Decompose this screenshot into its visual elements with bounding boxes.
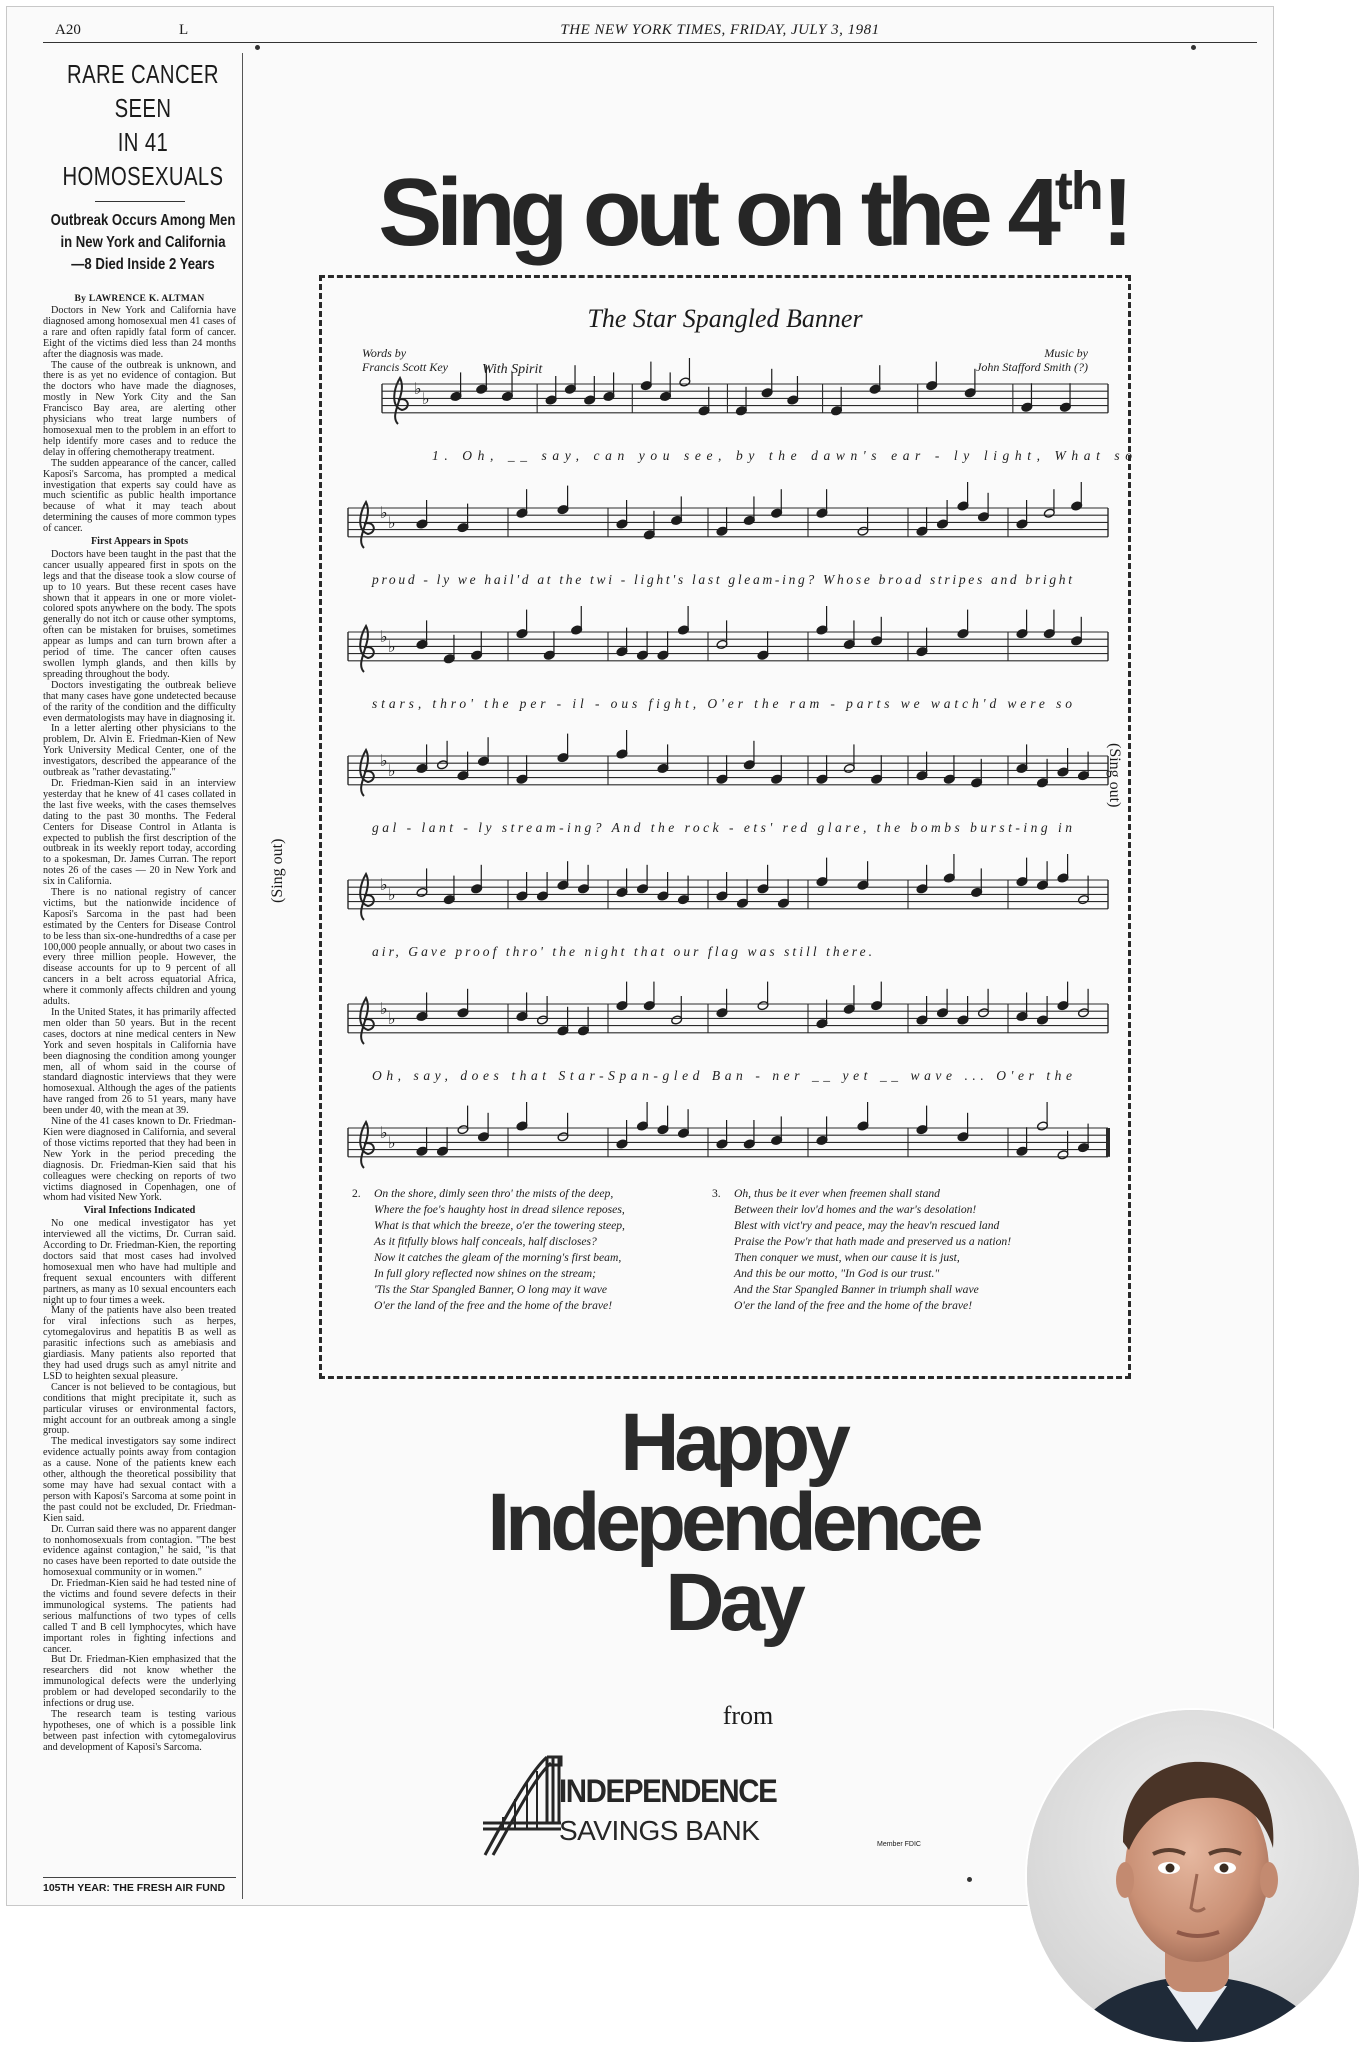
credit-line: Francis Scott Key [362, 360, 448, 374]
lyric-line: gal - lant - ly stream-ing? And the rock - ets' red glare, the bombs burst-ing in [372, 820, 1072, 835]
verse-line: Oh, thus be it ever when freemen shall stand [734, 1187, 940, 1200]
verse-line: On the shore, dimly seen thro' the mists of the deep, [374, 1187, 614, 1200]
subhead-line: Outbreak Occurs Among Men [50, 212, 236, 229]
article-paragraph: Dr. Friedman-Kien said in an interview yesterday that he knew of 41 cases collated in the last five weeks, with the cases themselves dating to the past 30 months. The Federal Centers for Disease Control in Atlanta is expected to publish the first description of the outbreak in its weekly report today, according to a spokesman, Dr. James Curran. The report notes 26 of the cases — 20 in New York and six in California. [43, 777, 236, 888]
flat-icon: ♭ [388, 1011, 396, 1028]
sing-out-side-label-right: (Sing out) [1106, 743, 1123, 808]
verse-line: What is that which the breeze, o'er the towering steep, [374, 1219, 625, 1232]
ad-headline-exclamation: ! [1101, 159, 1128, 266]
section-subhead: Viral Infections Indicated [83, 1205, 196, 1217]
independence-day-advertisement [243, 43, 1273, 1903]
flat-icon: ♭ [380, 753, 388, 770]
article-paragraph: No one medical investigator has yet interviewed all the victims, Dr. Curran said. According to Dr. Friedman-Kien, the reporting doctors said that most cases had involved homosexual men who have had multiple and frequent sexual encounters with different partners, as many as 10 sexual encounters each night up to four times a week. [43, 1218, 236, 1306]
edition-mark: L [179, 22, 189, 38]
fresh-air-fund-strip: 105TH YEAR: THE FRESH AIR FUND [43, 1877, 236, 1899]
verse-line: And this be our motto, "In God is our trust." [734, 1267, 940, 1280]
lyric-line: stars, thro' the per - il - ous fight, O'er the ram - parts we watch'd were so [372, 696, 1072, 711]
verse-line: Where the foe's haughty host in dread silence reposes, [374, 1203, 625, 1216]
credit-line: Words by [362, 346, 407, 360]
from-label: from [722, 1701, 774, 1730]
lyric-line: Oh, say, does that Star-Span-gled Ban - ner __ yet __ wave ... O'er the [372, 1068, 1072, 1083]
verse-line: 'Tis the Star Spangled Banner, O long may it wave [374, 1283, 608, 1296]
article-subhead [45, 210, 242, 276]
ad-headline-text: Sing out on the 4 [378, 159, 1055, 266]
bank-name-subline: SAVINGS BANK [559, 1815, 760, 1846]
treble-clef-icon [360, 998, 374, 1044]
article-paragraph: Doctors have been taught in the past that the cancer usually appeared first in spots on the legs and that the disease took a slow course of up to 10 years. But these recent cases have shown that it appears in one or more violet-colored spots anywhere on the body. The spots generally do not itch or cause other symptoms, often can be mistaken for bruises, sometimes appear as lumps and can turn brown after a period of time. The cancer often causes swollen lymph glands, and then kills by spreading throughout the body. [43, 548, 236, 680]
treble-clef-icon [360, 626, 374, 672]
article-paragraph: The sudden appearance of the cancer, called Kaposi's Sarcoma, has prompted a medical investigation that experts say could have as much scientific as public health importance because of what it may teach about determining the causes of more common types of cancer. [43, 457, 236, 535]
headline-rule [95, 201, 185, 202]
flat-icon: ♭ [388, 887, 396, 904]
flat-icon: ♭ [388, 639, 396, 656]
flat-icon: ♭ [414, 381, 422, 398]
subhead-line: in New York and California [60, 234, 226, 251]
article-paragraph: Dr. Curran said there was no apparent danger to nonhomosexuals from contagion. "The best evidence against contagion," he said, "is that no cases have been reported to date outside the homosexual community or in women." [43, 1523, 236, 1579]
staff-system [348, 1102, 1108, 1168]
flat-icon: ♭ [380, 629, 388, 646]
staff-system [348, 482, 1108, 548]
article-paragraph: In the United States, it has primarily affected men older than 50 years. But in the recent cases, doctors at nine medical centers in New York and seven hospitals in California have been diagnosing the condition among younger men, all of whom said in the course of standard diagnostic interviews that they were homosexual. Although the ages of the patients have ranged from 26 to 51 years, many have been under 40, with the mean at 39. [43, 1007, 236, 1117]
headline-line: IN 41 HOMOSEXUALS [62, 127, 224, 191]
staff-system [348, 854, 1108, 920]
verse-number: 3. [712, 1187, 721, 1200]
treble-clef-icon [360, 750, 374, 796]
article-paragraph: The medical investigators say some indirect evidence actually points away from contagion as a cause. None of the patients knew each other, although the theoretical possibility that some may have had sexual contact with a person with Kaposi's Sarcoma at some point in the past could not be excluded, Dr. Friedman-Kien said. [43, 1436, 236, 1524]
treble-clef-icon [360, 874, 374, 920]
slogan-line: Day [665, 1557, 801, 1648]
article-paragraph: Doctors in New York and California have diagnosed among homosexual men 41 cases of a rare and often rapidly fatal form of cancer. Eight of the victims died less than 24 months after the diagnosis was made. [43, 305, 236, 360]
article-paragraph: But Dr. Friedman-Kien emphasized that the researchers did not know whether the immunological defects were the underlying problem or had developed secondarily to the infections or drug use. [43, 1654, 236, 1710]
article-body [43, 306, 236, 1754]
article-paragraph: Doctors investigating the outbreak believe that many cases have gone undetected because of the rarity of the condition and the difficulty even dermatologists may have in diagnosing it. [43, 679, 236, 724]
verse-line: O'er the land of the free and the home of the brave! [734, 1299, 973, 1312]
ad-headline [303, 141, 1203, 266]
verse-line: As it fitfully blows half conceals, half discloses? [374, 1235, 597, 1248]
tempo-marking: With Spirit [482, 362, 543, 377]
credit-line: Music by [1044, 346, 1088, 360]
page-header [43, 19, 1257, 43]
flat-icon: ♭ [388, 1135, 396, 1152]
flat-icon: ♭ [380, 1001, 388, 1018]
flat-icon: ♭ [388, 763, 396, 780]
article-paragraph: Dr. Friedman-Kien said he had tested nine of the victims and found severe defects in their immunological systems. The patients had serious malfunctions of two types of cells called T and B cell lymphocytes, which have important roles in fighting infections and cancer. [43, 1578, 236, 1655]
article-paragraph: Many of the patients have also been treated for viral infections such as herpes, cytomegalovirus and hepatitis B as well as parasitic infections such as amebiasis and giardiasis. Many patients also reported that they had used drugs such as amyl nitrite and LSD to heighten sexual pleasure. [43, 1305, 236, 1382]
verse-line: In full glory reflected now shines on the stream; [374, 1267, 596, 1280]
verse-line: Praise the Pow'r that hath made and preserved us a nation! [734, 1235, 1012, 1248]
flat-icon: ♭ [422, 391, 430, 408]
song-title: The Star Spangled Banner [587, 304, 863, 333]
portrait-illustration [1027, 1710, 1361, 2044]
article-paragraph: Cancer is not believed to be contagious, but conditions that might precipitate it, such as particular viruses or environmental factors, might account for an outbreak among a single group. [43, 1381, 236, 1437]
staff-system [348, 606, 1108, 672]
news-article [43, 53, 243, 1899]
author-portrait-photo [1025, 1708, 1361, 2044]
article-paragraph: The research team is testing various hypotheses, one of which is a possible link between past infection with cytomegalovirus and development of Kaposi's Sarcoma. [43, 1709, 236, 1753]
article-byline: By LAWRENCE K. ALTMAN [74, 294, 205, 304]
music-staves [322, 278, 1134, 1178]
article-paragraph: There is no national registry of cancer victims, but the nationwide incidence of Kaposi's Sarcoma in the past had been estimated by the Centers for Disease Control to be less than six-one-hundredths of a case per 100,000 people annually, or about two cases in every three million people. However, the disease accounts for up to 9 percent of all cancers in a belt across equatorial Africa, where it commonly affects children and young adults. [43, 887, 236, 1008]
slogan-line: Happy [620, 1397, 846, 1488]
masthead-dateline: THE NEW YORK TIMES, FRIDAY, JULY 3, 1981 [560, 22, 880, 38]
flat-icon: ♭ [380, 1125, 388, 1142]
ad-headline-superscript: th [1054, 161, 1102, 221]
staff-system [348, 730, 1108, 796]
fdic-member-note: Member FDIC [877, 1841, 921, 1848]
bank-name: INDEPENDENCE [559, 1773, 777, 1809]
verse-line: Blest with vict'ry and peace, may the heav'n rescued land [734, 1219, 1000, 1232]
verse-line: And the Star Spangled Banner in triumph shall wave [734, 1283, 979, 1296]
verse-three [712, 1186, 1064, 1314]
article-paragraph: In a letter alerting other physicians to the problem, Dr. Alvin E. Friedman-Kien of New York University Medical Center, one of the investigators, described the appearance of the outbreak as "rather devastating." [43, 723, 236, 779]
additional-verses [352, 1186, 1112, 1336]
treble-clef-icon [394, 378, 408, 424]
credit-line: John Stafford Smith (?) [976, 360, 1088, 374]
article-paragraph: The cause of the outbreak is unknown, and there is as yet no evidence of contagion. But the doctors who have made the diagnoses, mostly in New York City and the San Francisco Bay area, are alerting other physicians who treat large numbers of homosexual men to the problem in an effort to help identify more cases and to reduce the delay in offering chemotherapy treatment. [43, 359, 236, 458]
section-subhead: First Appears in Spots [90, 536, 189, 548]
staff-system [348, 982, 1108, 1044]
flat-icon: ♭ [380, 877, 388, 894]
page-number: A20 [55, 22, 81, 38]
sing-out-side-label-left: (Sing out) [269, 838, 286, 903]
article-paragraph: Nine of the 41 cases known to Dr. Friedman-Kien were diagnosed in California, and several of those victims reported that they had been in New York in the period preceding the diagnosis. Dr. Friedman-Kien said that his colleagues were checking on reports of two victims diagnosed in Copenhagen, one of whom had visited New York. [43, 1116, 236, 1204]
lyric-line: air, Gave proof thro' the night that our flag was still there. [372, 944, 873, 959]
flat-icon: ♭ [388, 515, 396, 532]
verse-line: Between their lov'd homes and the war's desolation! [734, 1203, 977, 1216]
lyric-line: proud - ly we hail'd at the twi - light's last gleam-ing? Whose broad stripes and bright [372, 572, 1072, 587]
happy-independence-day-slogan [283, 1397, 1183, 1648]
treble-clef-icon [360, 502, 374, 548]
verse-two [352, 1186, 704, 1314]
staff-system [382, 358, 1108, 424]
verse-number: 2. [352, 1187, 361, 1200]
article-headline [43, 53, 243, 193]
lyric-line: 1. Oh, __ say, can you see, by the dawn's ear - ly light, What so [432, 448, 1132, 463]
headline-line: RARE CANCER SEEN [67, 59, 219, 123]
treble-clef-icon [360, 1122, 374, 1168]
verse-line: O'er the land of the free and the home of the brave! [374, 1299, 613, 1312]
newspaper-page [6, 6, 1274, 1906]
flat-icon: ♭ [380, 505, 388, 522]
verse-line: Now it catches the gleam of the morning's first beam, [374, 1251, 622, 1264]
verse-line: Then conquer we must, when our cause it is just, [734, 1251, 960, 1264]
sheet-music-box [319, 275, 1131, 1379]
slogan-line: Independence [487, 1477, 979, 1568]
subhead-line: —8 Died Inside 2 Years [71, 256, 215, 273]
